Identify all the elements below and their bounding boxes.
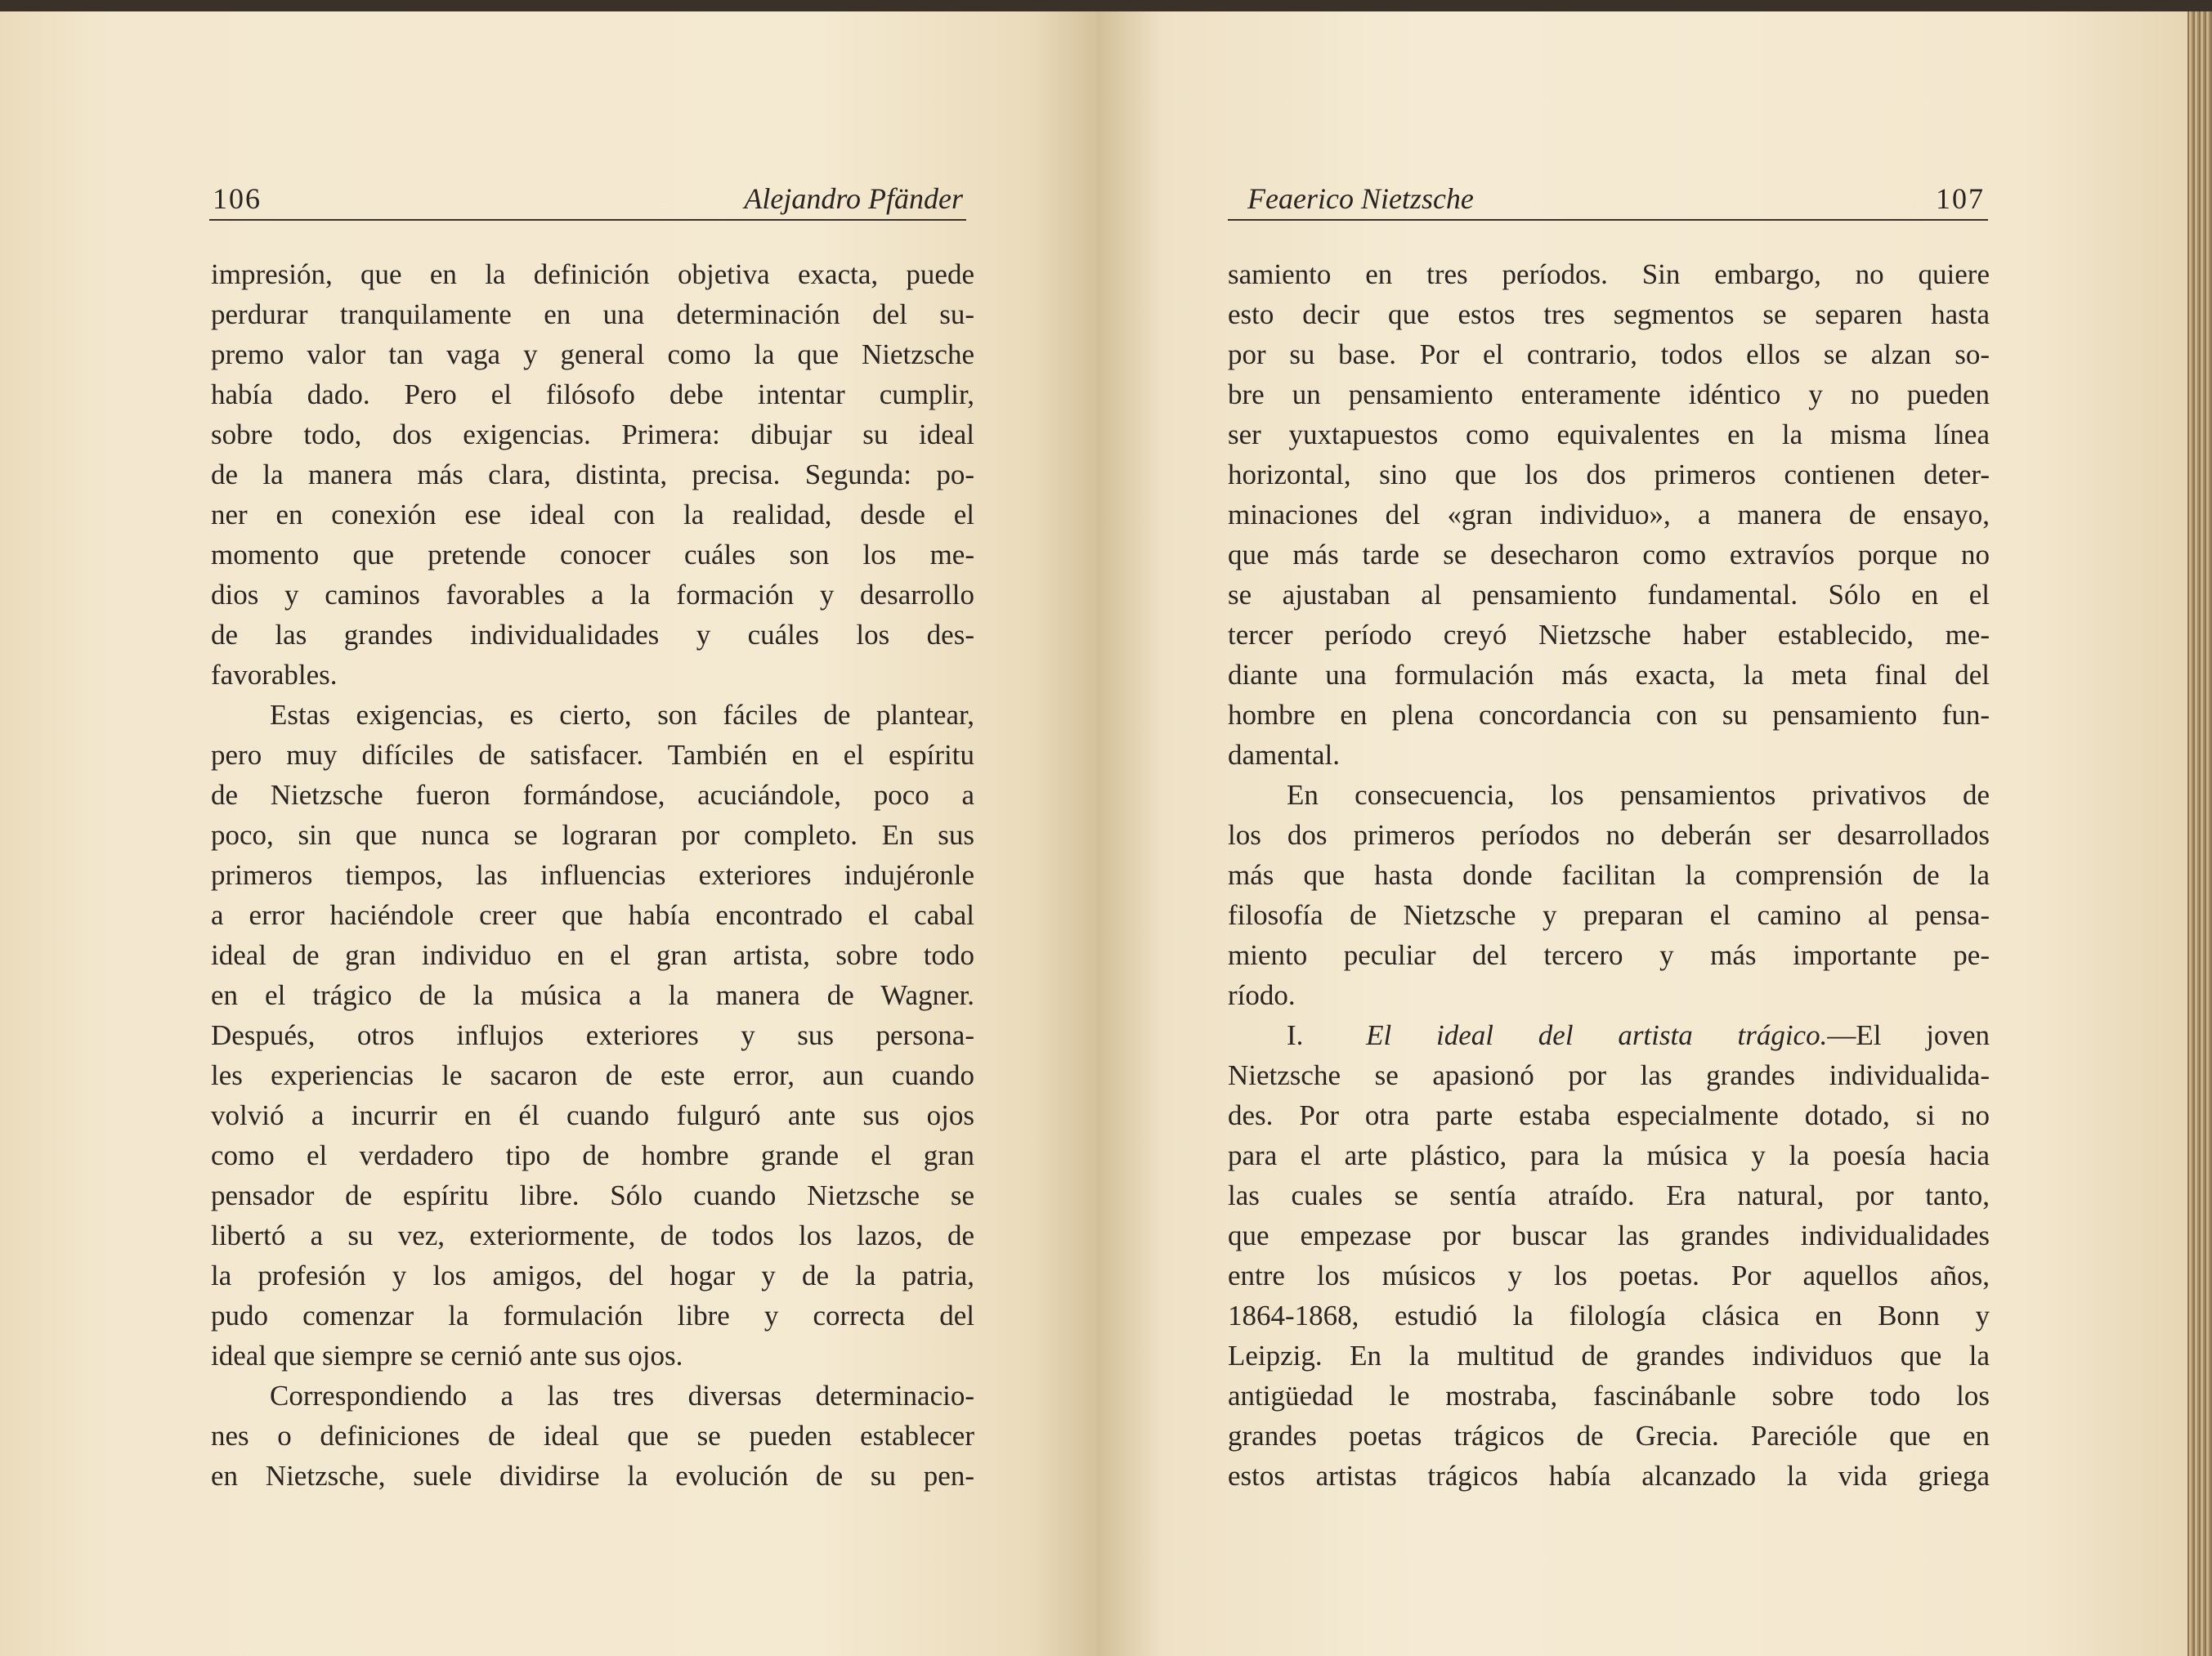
text-line: Después, otros influjos exteriores y sus persona-	[211, 1019, 974, 1051]
section-number: I.	[1287, 1019, 1304, 1051]
text-line: minaciones del «gran individuo», a manera de ensayo,	[1228, 499, 1990, 530]
text-line: para el arte plástico, para la música y la poesía hacia	[1228, 1139, 1990, 1171]
text-line: en el trágico de la música a la manera de Wagner.	[211, 979, 974, 1011]
text-line: filosofía de Nietzsche y preparan el camino al pensa-	[1228, 899, 1990, 931]
text-line: grandes poetas trágicos de Grecia. Parecióle que en	[1228, 1420, 1990, 1452]
left-page-number: 106	[213, 182, 262, 215]
text-line: libertó a su vez, exteriormente, de todos los lazos, de	[211, 1220, 974, 1251]
text-line: miento peculiar del tercero y más importante pe-	[1228, 939, 1990, 971]
left-page	[0, 11, 1097, 1656]
text-line: ser yuxtapuestos como equivalentes en la misma línea	[1228, 418, 1990, 450]
text-line: diante una formulación más exacta, la meta final del	[1228, 659, 1990, 691]
text-line: les experiencias le sacaron de este error, aun cuando	[211, 1059, 974, 1091]
text-line: tercer período creyó Nietzsche haber establecido, me-	[1228, 619, 1990, 651]
text-line: pudo comenzar la formulación libre y correcta del	[211, 1300, 974, 1332]
left-running-head: Alejandro Pfänder	[744, 182, 963, 215]
text-line: que más tarde se desecharon como extravíos porque no	[1228, 539, 1990, 571]
text-line: dios y caminos favorables a la formación y desarrollo	[211, 579, 974, 611]
section-heading-continuation: —El joven	[1827, 1019, 1990, 1051]
text-line: en Nietzsche, suele dividirse la evolución de su pen-	[211, 1460, 974, 1492]
text-line: que empezase por buscar las grandes individualidades	[1228, 1220, 1990, 1251]
text-line: volvió a incurrir en él cuando fulguró ante sus ojos	[211, 1099, 974, 1131]
text-line: estos artistas trágicos había alcanzado la vida griega	[1228, 1460, 1990, 1492]
text-line: sobre todo, dos exigencias. Primera: dibujar su ideal	[211, 418, 974, 450]
text-line: premo valor tan vaga y general como la que Nietzsche	[211, 338, 974, 370]
text-line: se ajustaban al pensamiento fundamental. Sólo en el	[1228, 579, 1990, 611]
text-line: ner en conexión ese ideal con la realidad, desde el	[211, 499, 974, 530]
text-line: damental.	[1228, 739, 1341, 771]
text-line: pero muy difíciles de satisfacer. También en el espíritu	[211, 739, 974, 771]
page-edges	[2187, 11, 2212, 1656]
right-body-text	[1228, 254, 1990, 1496]
text-line: impresión, que en la definición objetiva exacta, puede	[211, 258, 974, 290]
text-line: ideal de gran individuo en el gran artista, sobre todo	[211, 939, 974, 971]
text-line: por su base. Por el contrario, todos ellos se alzan so-	[1228, 338, 1990, 370]
text-line: los dos primeros períodos no deberán ser desarrollados	[1228, 819, 1990, 851]
text-line: más que hasta donde facilitan la comprensión de la	[1228, 859, 1990, 891]
section-title: El ideal del artista trágico.	[1366, 1019, 1828, 1051]
text-line: momento que pretende conocer cuáles son los me-	[211, 539, 974, 571]
text-line: a error haciéndole creer que había encontrado el cabal	[211, 899, 974, 931]
text-line: Leipzig. En la multitud de grandes individuos que la	[1228, 1340, 1990, 1372]
text-line: pensador de espíritu libre. Sólo cuando Nietzsche se	[211, 1179, 974, 1211]
left-running-header	[209, 175, 966, 221]
text-line: perdurar tranquilamente en una determinación del su-	[211, 298, 974, 330]
right-running-header	[1228, 175, 1988, 221]
text-line: primeros tiempos, las influencias exteriores indujéronle	[211, 859, 974, 891]
text-line: esto decir que estos tres segmentos se separen hasta	[1228, 298, 1990, 330]
text-line: de Nietzsche fueron formándose, acuciándole, poco a	[211, 779, 974, 811]
text-line: ríodo.	[1228, 979, 1296, 1011]
right-page-number: 107	[1936, 182, 1985, 215]
left-body-text	[211, 254, 974, 1496]
text-line: las cuales se sentía atraído. Era natural, por tanto,	[1228, 1179, 1990, 1211]
text-line: ideal que siempre se cernió ante sus ojos.	[211, 1340, 683, 1372]
text-line: Nietzsche se apasionó por las grandes individualida-	[1228, 1059, 1990, 1091]
book-spread	[0, 11, 2212, 1656]
right-running-head: Feaerico Nietzsche	[1247, 182, 1474, 215]
text-line: entre los músicos y los poetas. Por aquellos años,	[1228, 1260, 1990, 1291]
text-line: samiento en tres períodos. Sin embargo, no quiere	[1228, 258, 1990, 290]
text-line: como el verdadero tipo de hombre grande el gran	[211, 1139, 974, 1171]
text-line: En consecuencia, los pensamientos privativos de	[1287, 779, 1990, 811]
text-line: des. Por otra parte estaba especialmente dotado, si no	[1228, 1099, 1990, 1131]
text-line: antigüedad le mostraba, fascinábanle sobre todo los	[1228, 1380, 1990, 1412]
section-heading-line	[1228, 1015, 1990, 1055]
text-line: nes o definiciones de ideal que se pueden establecer	[211, 1420, 974, 1452]
text-line: Correspondiendo a las tres diversas determinacio-	[270, 1380, 974, 1412]
text-line: 1864-1868, estudió la filología clásica en Bonn y	[1228, 1300, 1990, 1332]
text-line: poco, sin que nunca se lograran por completo. En sus	[211, 819, 974, 851]
text-line: había dado. Pero el filósofo debe intentar cumplir,	[211, 378, 974, 410]
right-page	[1097, 11, 2187, 1656]
text-line: favorables.	[211, 659, 338, 691]
text-line: de las grandes individualidades y cuáles los des-	[211, 619, 974, 651]
text-line: Estas exigencias, es cierto, son fáciles de plantear,	[270, 699, 974, 731]
text-line: la profesión y los amigos, del hogar y de la patria,	[211, 1260, 974, 1291]
text-line: de la manera más clara, distinta, precisa. Segunda: po-	[211, 459, 974, 490]
text-line: hombre en plena concordancia con su pensamiento fun-	[1228, 699, 1990, 731]
text-line: bre un pensamiento enteramente idéntico y no pueden	[1228, 378, 1990, 410]
text-line: horizontal, sino que los dos primeros contienen deter-	[1228, 459, 1990, 490]
